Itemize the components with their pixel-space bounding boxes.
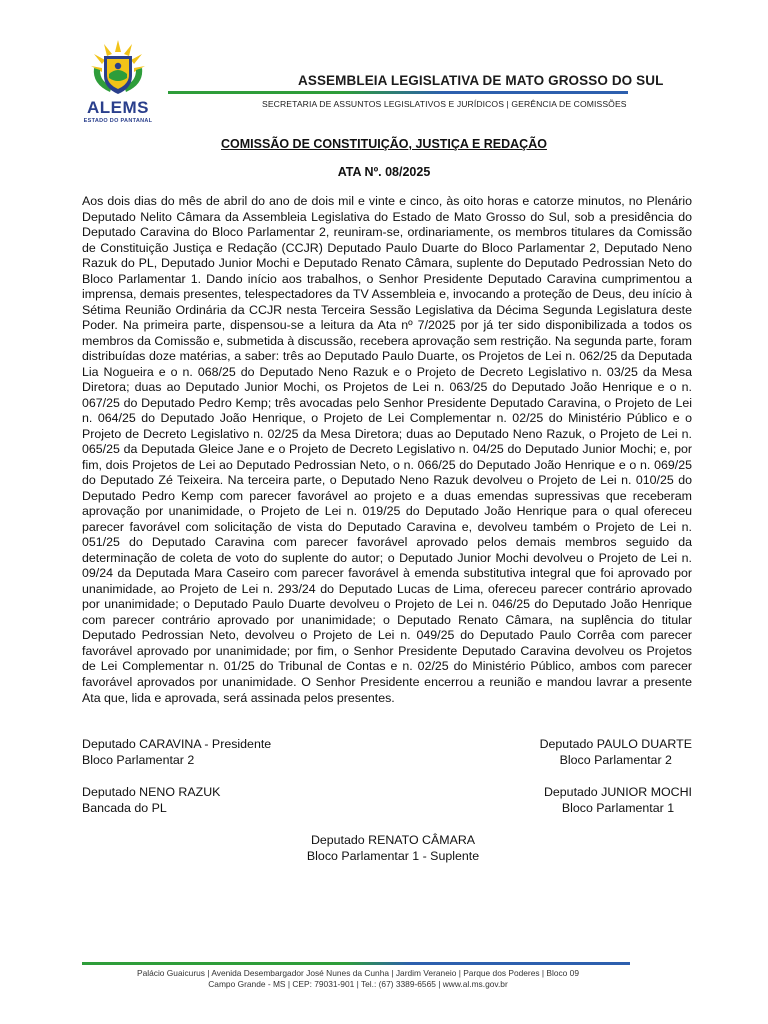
signature-group: Bancada do PL: [82, 801, 167, 815]
footer-address: Palácio Guaicurus | Avenida Desembargador José Nunes da Cunha | Jardim Veraneio | Parque dos Poderes | Bloco 09: [137, 968, 579, 978]
organization-title: ASSEMBLEIA LEGISLATIVA DE MATO GROSSO DO SUL: [298, 73, 664, 88]
logo-text: ALEMS: [87, 98, 149, 117]
signature-paulo-duarte: [540, 736, 692, 768]
signature-group: Bloco Parlamentar 2: [559, 753, 672, 767]
signature-neno-razuk: [82, 784, 220, 816]
signature-name: Deputado PAULO DUARTE: [539, 737, 692, 751]
signature-junior-mochi: [544, 784, 692, 816]
header-divider: [168, 91, 628, 94]
alems-logo: [82, 38, 154, 130]
signature-name: Deputado JUNIOR MOCHI: [543, 785, 692, 799]
minutes-body: Aos dois dias do mês de abril do ano de dois mil e vinte e cinco, às oito horas e catorze minutos, no Plenário Deputado Nelito Câmara da Assembleia Legislativa do Estado de Mato Grosso do Sul, sob a presidência do Deputado Caravina do Bloco Parlamentar 2, reuniram-se, ordinariamente, os membros titulares da Comissão de Constituição Justiça e Redação (CCJR) Deputado Paulo Duarte do Bloco Parlamentar 2, Deputado Neno Razuk do PL, Deputado Junior Mochi e Deputado Renato Câmara, suplente do Deputado Pedrossian Neto do Bloco Parlamentar 1. Dando início aos trabalhos, o Senhor Presidente Deputado Caravina cumprimentou a imprensa, demais presentes, telespectadores da TV Assembleia e, invocando a proteção de Deus, deu início à Sétima Reunião Ordinária da CCJR nesta Terceira Sessão Legislativa da Décima Segunda Legislatura deste Poder. Na primeira parte, dispensou-se a leitura da Ata nº 7/2025 por já ter sido disponibilizada a todos os membros da Comissão e, submetida à discussão, recebera aprovação sem restrição. Na segunda parte, foram distribuídas doze matérias, a saber: três ao Deputado Paulo Duarte, os Projetos de Lei n. 062/25 da Deputada Lia Nogueira e o n. 068/25 do Deputado Neno Razuk e o Projeto de Decreto Legislativo n. 03/25 da Mesa Diretora; duas ao Deputado Junior Mochi, os Projetos de Lei n. 063/25 do Deputado João Henrique e o n. 067/25 do Deputado Pedro Kemp; três avocadas pelo Senhor Presidente Deputado Caravina, o Projeto de Lei n. 064/25 do Deputado João Henrique, o Projeto de Lei Complementar n. 02/25 do Ministério Público e o Projeto de Decreto Legislativo n. 02/25 da Mesa Diretora; duas ao Deputado Neno Razuk, o Projeto de Lei n. 065/25 da Deputada Gleice Jane e o Projeto de Decreto Legislativo n. 04/25 do Deputado Junior Mochi; e, por fim, dois Projetos de Lei ao Deputado Pedrossian Neto, o n. 066/25 do Deputado João Henrique e o n. 069/25 do Deputado Zé Teixeira. Na terceira parte, o Deputado Neno Razuk devolveu o Projeto de Lei n. 010/25 do Deputado Pedro Kemp com parecer favorável ao projeto e a duas emendas supressivas que receberam aprovação por unanimidade, o Projeto de Lei n. 019/25 do Deputado João Henrique para o qual ofereceu parecer favorável com solicitação de vista do Deputado Caravina e, devolveu também o Projeto de Lei n. 051/25 do Deputado Caravina com parecer favorável aprovado pelos demais membros seguido da determinação de coleta de voto do suplente do autor; o Deputado Junior Mochi devolveu o Projeto de Lei n. 09/24 da Deputada Mara Caseiro com parecer favorável à emenda substitutiva integral que foi aprovado por unanimidade, ao Projeto de Lei n. 293/24 do Deputado Lucas de Lima, ofereceu parecer contrário aprovado por unanimidade; o Deputado Paulo Duarte devolveu o Projeto de Lei n. 046/25 do Deputado João Henrique com parecer contrário aprovado por unanimidade; o Deputado Renato Câmara, na suplência do titular Deputado Pedrossian Neto, devolveu o Projeto de Lei n. 049/25 do Deputado Paulo Corrêa com parecer favorável aprovado por unanimidade; por fim, o Senhor Presidente Deputado Caravina devolveu os Projetos de Lei Complementar n. 01/25 do Tribunal de Contas e n. 02/25 do Ministério Público, ambos com parecer favorável aprovados por unanimidade. O Senhor Presidente encerrou a reunião e mandou lavrar a presente Ata que, lida e aprovada, será assinada pelos presentes.: [82, 194, 692, 705]
commission-title: COMISSÃO DE CONSTITUIÇÃO, JUSTIÇA E REDAÇÃO: [221, 137, 547, 151]
logo-subtext: ESTADO DO PANTANAL: [83, 118, 153, 124]
coat-of-arms-icon: [82, 38, 154, 98]
signature-group: Bloco Parlamentar 1 - Suplente: [306, 849, 480, 863]
organization-subtitle: SECRETARIA DE ASSUNTOS LEGISLATIVOS E JURÍDICOS | GERÊNCIA DE COMISSÕES: [262, 99, 627, 109]
signature-name: Deputado NENO RAZUK: [82, 785, 221, 799]
signature-renato-camara: [0, 832, 768, 864]
footer-contact: Campo Grande - MS | CEP: 79031-901 | Tel.: (67) 3389-6565 | www.al.ms.gov.br: [208, 979, 508, 989]
signature-name: Deputado CARAVINA - Presidente: [82, 737, 272, 751]
signature-group: Bloco Parlamentar 1: [561, 801, 675, 815]
signature-name: Deputado RENATO CÂMARA: [310, 833, 476, 847]
signature-caravina: [82, 736, 271, 768]
footer-divider: [82, 962, 630, 965]
ata-number: ATA Nº. 08/2025: [337, 165, 431, 179]
signature-group: Bloco Parlamentar 2: [82, 753, 195, 767]
